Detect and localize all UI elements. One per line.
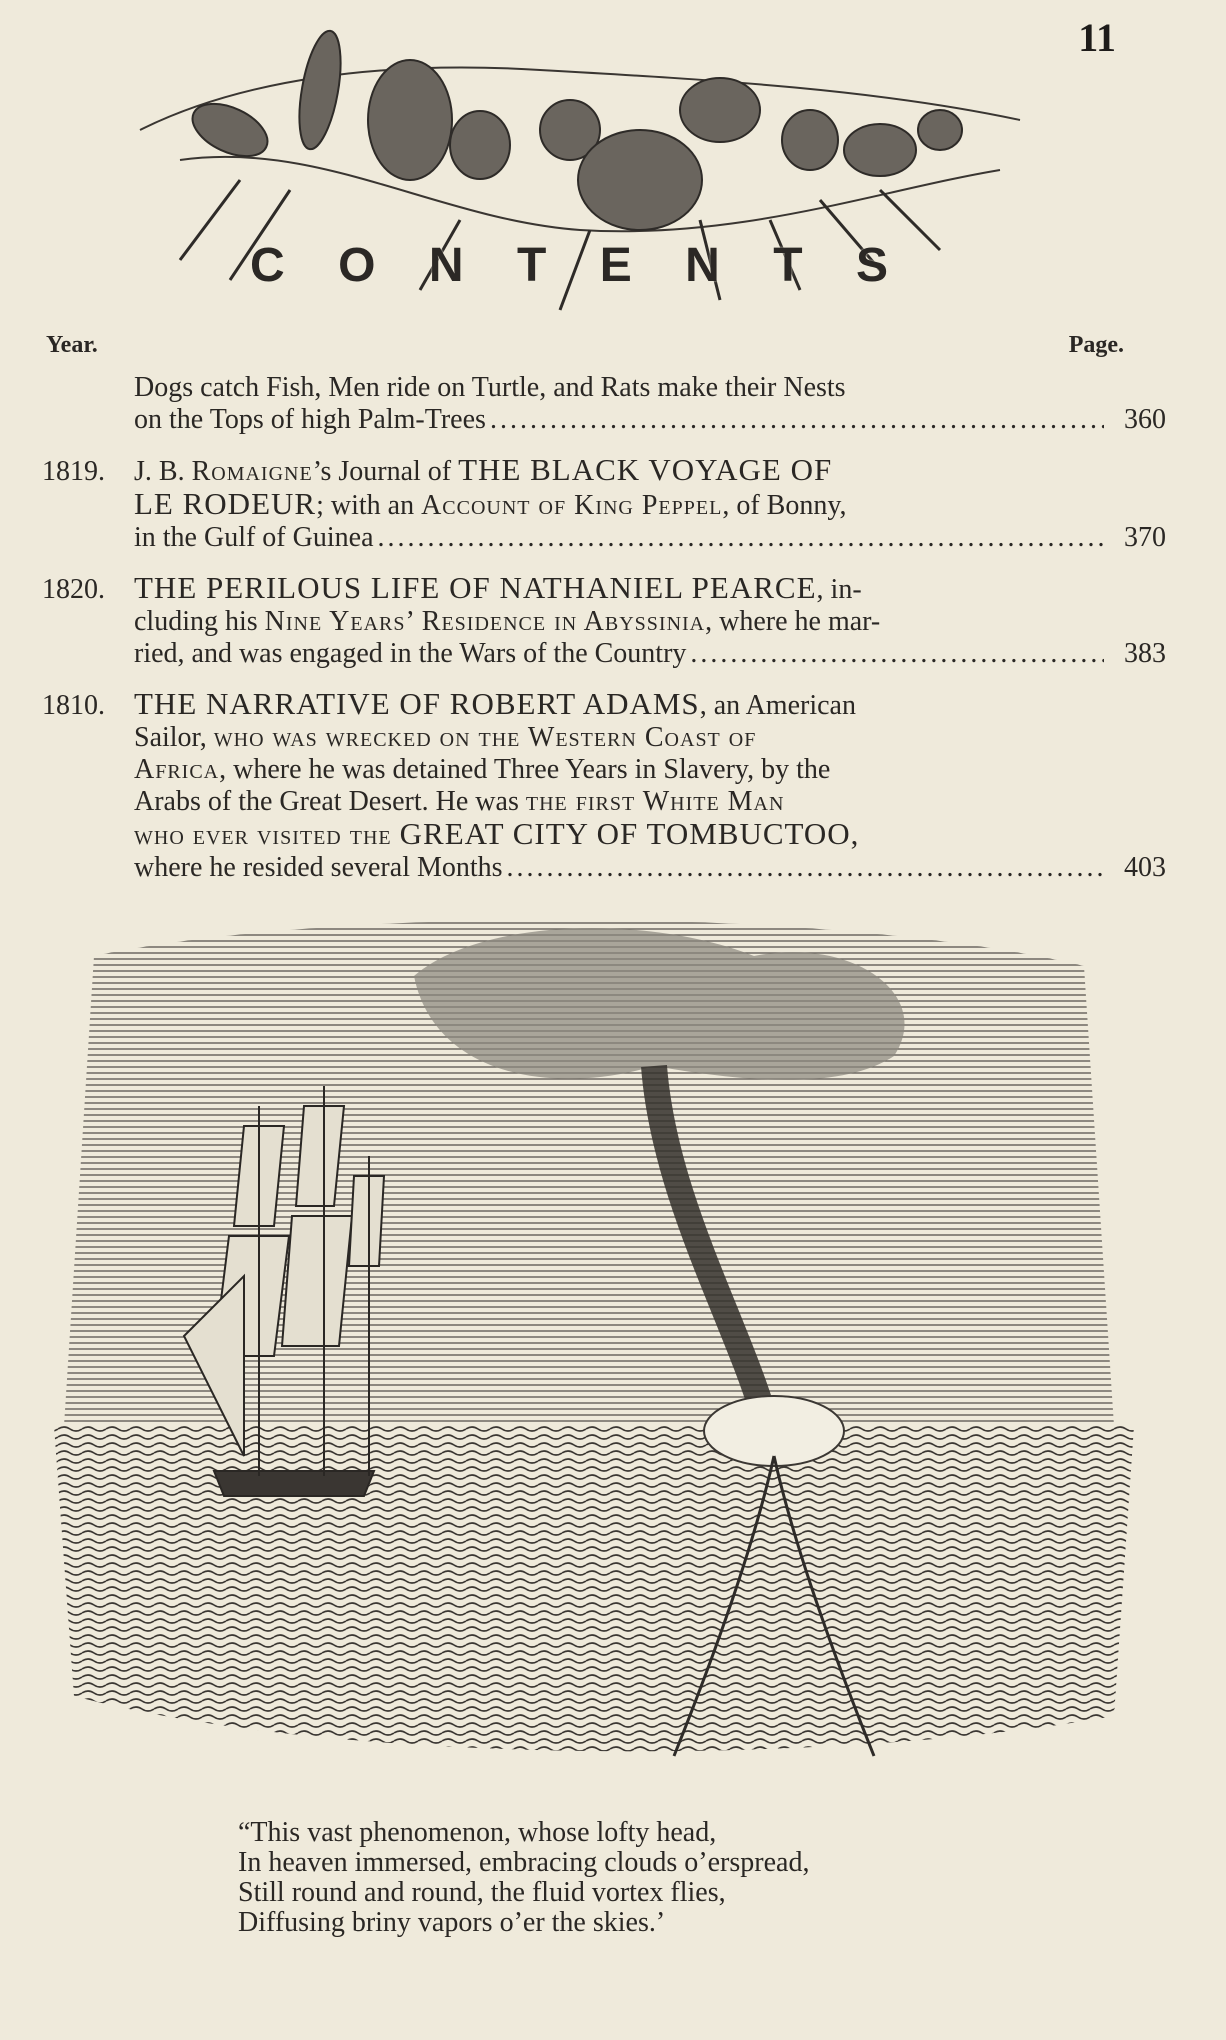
entry-page-number: 383: [1124, 638, 1166, 669]
dot-leader: [378, 522, 1105, 554]
entry-text-line: THE NARRATIVE OF ROBERT ADAMS, an American: [134, 686, 856, 721]
entry-page-number: 370: [1124, 522, 1166, 553]
entry-year: 1820.: [42, 574, 105, 605]
entry-text-line: Arabs of the Great Desert. He was the first White Man: [134, 786, 785, 817]
title-letter: O: [338, 239, 378, 292]
year-column-header: Year.: [46, 332, 98, 358]
contents-entry: [40, 686, 1166, 884]
dot-leader: [690, 638, 1104, 670]
entry-text-line: Dogs catch Fish, Men ride on Turtle, and Rats make their Nests: [134, 372, 846, 403]
entry-text-line: ried, and was engaged in the Wars of the Country: [134, 638, 687, 669]
title-letter: N: [428, 239, 466, 292]
poem-line: “This vast phenomenon, whose lofty head,: [238, 1817, 717, 1848]
contents-list: [40, 372, 1166, 902]
title-letter: C: [250, 239, 287, 292]
title-letter: N: [685, 239, 722, 292]
waterspout-ship-engraving: [34, 896, 1144, 1796]
entry-year: 1810.: [42, 690, 105, 721]
title-letter: T: [516, 239, 549, 292]
contents-entry: [40, 452, 1166, 554]
poem-caption: [238, 1818, 809, 1938]
title-letter: S: [855, 239, 890, 292]
page-column-header: Page.: [1068, 332, 1124, 358]
entry-page-number: 403: [1124, 852, 1166, 883]
contents-entry: [40, 372, 1166, 436]
title-letter: T: [773, 239, 805, 292]
entry-text-line: Africa, where he was detained Three Years in Slavery, by the: [134, 754, 831, 785]
entry-text-line: in the Gulf of Guinea: [134, 522, 374, 553]
entry-text-line: where he resided several Months: [134, 852, 503, 883]
entry-text-line: LE RODEUR; with an Account of King Peppel, of Bonny,: [134, 486, 847, 521]
contents-title: [250, 238, 890, 293]
dot-leader: [490, 404, 1104, 436]
entry-text-line: cluding his Nine Years’ Residence in Abyssinia, where he mar-: [134, 606, 881, 637]
title-letter: E: [599, 239, 634, 292]
entry-text-line: THE PERILOUS LIFE OF NATHANIEL PEARCE, in-: [134, 570, 862, 605]
entry-page-number: 360: [1124, 404, 1166, 435]
entry-text-line: J. B. Romaigne’s Journal of THE BLACK VOYAGE OF: [134, 452, 833, 487]
entry-text-line: who ever visited the GREAT CITY OF TOMBUCTOO,: [134, 816, 860, 851]
poem-line: Diffusing briny vapors o’er the skies.’: [238, 1907, 666, 1938]
entry-text-line: Sailor, who was wrecked on the Western Coast of: [134, 722, 757, 753]
entry-text-line: on the Tops of high Palm-Trees: [134, 404, 486, 435]
page-number: 11: [1078, 15, 1116, 60]
poem-line: Still round and round, the fluid vortex flies,: [238, 1877, 726, 1908]
entry-year: 1819.: [42, 456, 105, 487]
poem-line: In heaven immersed, embracing clouds o’erspread,: [238, 1847, 810, 1878]
contents-entry: [40, 570, 1166, 670]
dot-leader: [507, 852, 1104, 884]
